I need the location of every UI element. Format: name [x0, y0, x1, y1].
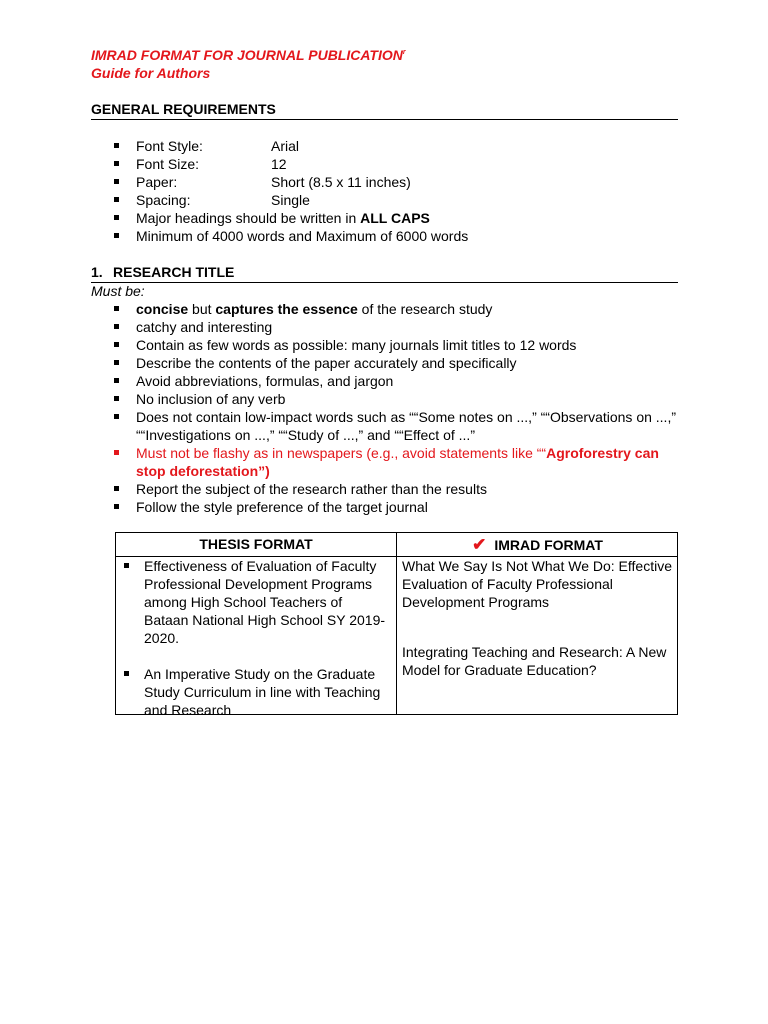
list-item: catchy and interesting: [91, 318, 678, 336]
list-item: No inclusion of any verb: [91, 390, 678, 408]
bullet-icon: [114, 324, 119, 329]
list-item: Spacing: Single: [91, 191, 678, 209]
thesis-format-cell: [116, 557, 396, 719]
bullet-icon: [114, 450, 119, 455]
bullet-icon: [114, 504, 119, 509]
bullet-icon: [124, 671, 129, 676]
imrad-format-cell: [402, 557, 672, 679]
list-item: Font Style: Arial: [91, 137, 678, 155]
list-item: Paper: Short (8.5 x 11 inches): [91, 173, 678, 191]
bullet-icon: [114, 306, 119, 311]
list-item: Report the subject of the research rather than the results: [91, 480, 678, 498]
title-text: IMRAD FORMAT FOR JOURNAL PUBLICATION: [91, 47, 403, 63]
list-item: Contain as few words as possible: many journals limit titles to 12 words: [91, 336, 678, 354]
list-item: Major headings should be written in ALL CAPS: [91, 209, 678, 227]
list-item: Describe the contents of the paper accurately and specifically: [91, 354, 678, 372]
bullet-icon: [114, 215, 119, 220]
bullet-icon: [114, 360, 119, 365]
document-title: [91, 46, 406, 64]
imrad-format-header: ✔ IMRAD FORMAT: [472, 535, 603, 554]
table-list-item: Effectiveness of Evaluation of Faculty Professional Development Programs among High School Teachers of Bataan National High School SY 2019-2020.: [116, 557, 396, 647]
bullet-icon: [114, 197, 119, 202]
imrad-example: What We Say Is Not What We Do: Effective Evaluation of Faculty Professional Development Programs: [402, 558, 672, 610]
bullet-icon: [114, 396, 119, 401]
bullet-icon: [124, 563, 129, 568]
research-title-heading: 1. RESEARCH TITLE: [91, 263, 678, 283]
list-item: Follow the style preference of the target journal: [91, 498, 678, 516]
general-requirements-heading: GENERAL REQUIREMENTS: [91, 100, 678, 120]
bullet-icon: [114, 233, 119, 238]
must-be-label: Must be:: [91, 283, 145, 299]
list-item: Font Size: 12: [91, 155, 678, 173]
title-footnote-mark: r: [402, 49, 406, 56]
table-list-item: An Imperative Study on the Graduate Study Curriculum in line with Teaching and Research: [116, 665, 396, 719]
general-requirements-list: [91, 137, 678, 245]
bullet-icon: [114, 378, 119, 383]
list-item: Minimum of 4000 words and Maximum of 6000 words: [91, 227, 678, 245]
list-item: Avoid abbreviations, formulas, and jargon: [91, 372, 678, 390]
bullet-icon: [114, 143, 119, 148]
imrad-example: Integrating Teaching and Research: A New Model for Graduate Education?: [402, 644, 667, 678]
column-divider: [396, 533, 397, 714]
bullet-icon: [114, 342, 119, 347]
bullet-icon: [114, 179, 119, 184]
format-comparison-table: [115, 532, 678, 718]
checkmark-icon: ✔: [472, 535, 487, 554]
thesis-format-header: THESIS FORMAT: [199, 536, 313, 552]
list-item: Does not contain low-impact words such as ““Some notes on ...,” ““Observations on ...,” ““Investigations on ...,” ““Study of ...,” and ““Effect of ...”: [91, 408, 678, 444]
list-item-warning: Must not be flashy as in newspapers (e.g., avoid statements like ““Agroforestry can stop deforestation”): [91, 444, 678, 480]
research-title-list: [91, 300, 678, 516]
list-item: concise but captures the essence of the research study: [91, 300, 678, 318]
bullet-icon: [114, 161, 119, 166]
document-subtitle: Guide for Authors: [91, 65, 211, 81]
bullet-icon: [114, 414, 119, 419]
bullet-icon: [114, 486, 119, 491]
